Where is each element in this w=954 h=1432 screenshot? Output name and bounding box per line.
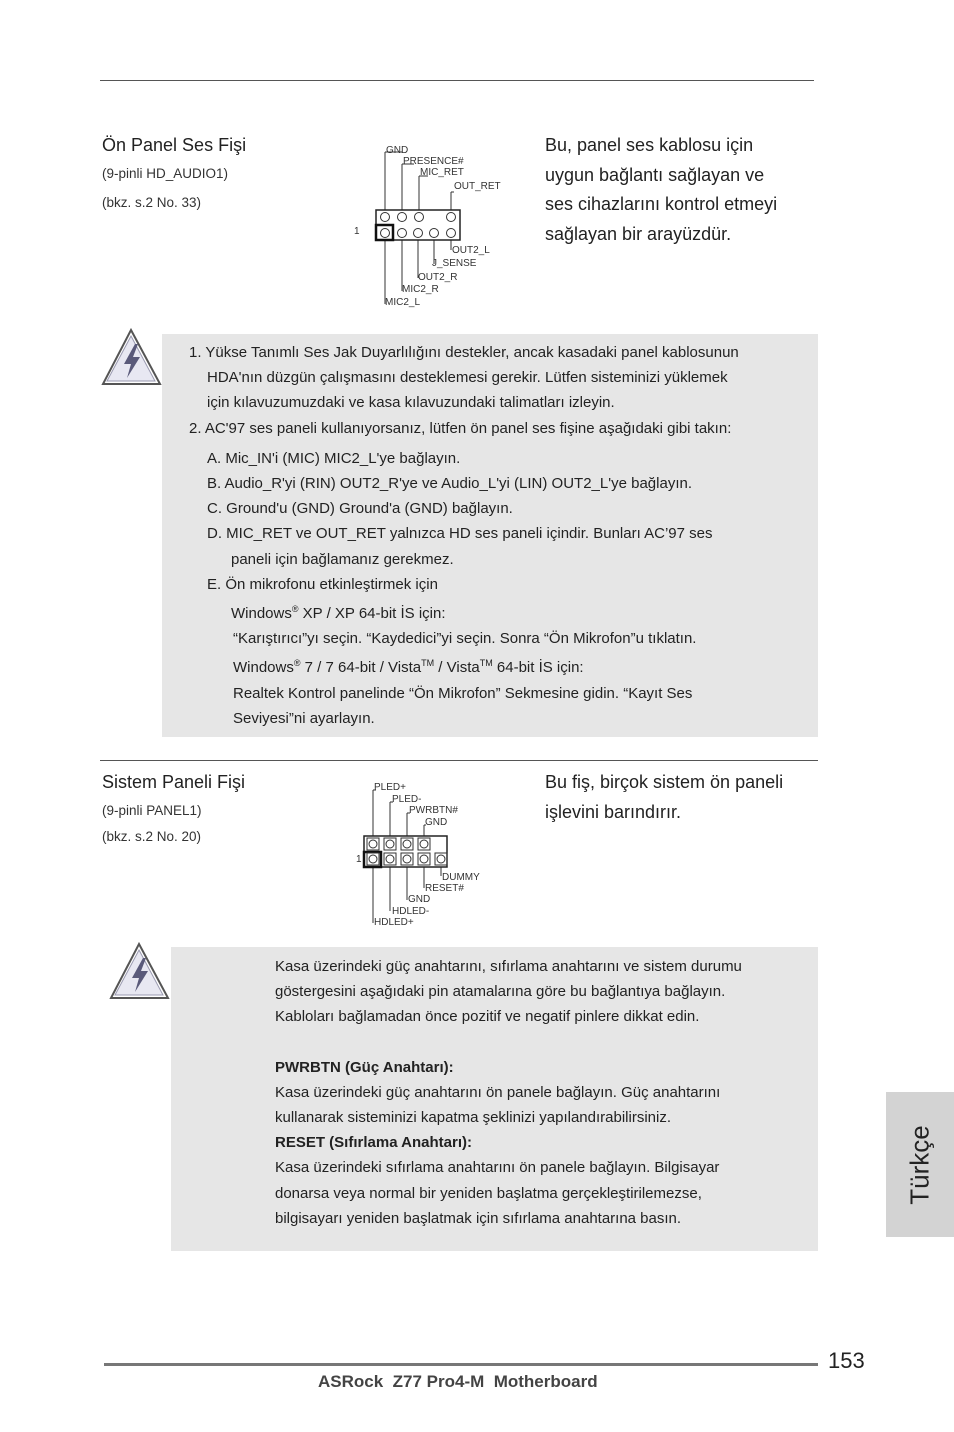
pin-label-dummy: DUMMY xyxy=(442,872,480,883)
note-panel-content xyxy=(275,954,742,1231)
pin-label-hdled-minus: HDLED- xyxy=(392,906,430,917)
pin-label-out-ret: OUT_RET xyxy=(454,181,501,192)
note-line: bilgisayarı yeniden başlatmak için sıfırlama anahtarına basın. xyxy=(275,1209,682,1227)
description-line: Bu, panel ses kablosu için xyxy=(545,135,754,155)
warning-icon xyxy=(100,326,164,390)
pin-label-reset: RESET# xyxy=(425,883,464,894)
footer-bar xyxy=(104,1363,818,1366)
note-line: HDA'nın düzgün çalışmasını desteklemesi gerekir. Lütfen sisteminizi yüklemek xyxy=(207,369,728,387)
pin-label-mic2-l: MIC2_L xyxy=(385,297,421,308)
pin-label-j-sense: J_SENSE xyxy=(432,258,477,269)
pin-label-gnd: GND xyxy=(386,145,409,156)
pin-label-mic2-r: MIC2_R xyxy=(402,284,439,295)
section-divider xyxy=(100,760,818,761)
description-line: ses cihazlarını kontrol etmeyi xyxy=(545,194,778,214)
note-line-windows-vista: Windows® 7 / 7 64-bit / Vista™ / Vista™ 64-bit İS için: xyxy=(233,658,584,677)
note-line: donarsa veya normal bir yeniden başlatma gerçekleştirilemezse, xyxy=(275,1184,702,1202)
language-tab xyxy=(886,1092,954,1237)
description-line: işlevini barındırır. xyxy=(545,801,682,822)
pwrbtn-heading: PWRBTN (Güç Anahtarı): xyxy=(275,1058,454,1076)
note-line: A. Mic_IN'i (MIC) MIC2_L'ye bağlayın. xyxy=(207,449,461,467)
note-line: “Karıştırıcı”yı seçin. “Kaydedici”yi seçin. Sonra “Ön Mikrofon”u tıklatın. xyxy=(233,630,697,648)
pin-label-out2-r: OUT2_R xyxy=(418,272,458,283)
pin-label-gnd-bottom: GND xyxy=(408,894,431,905)
note-line: kullanarak sisteminizi kapatma şeklinizi yapılandırabilirsiniz. xyxy=(275,1109,671,1127)
note-line: E. Ön mikrofonu etkinleştirmek için xyxy=(207,575,438,593)
footer-product-name: ASRock Z77 Pro4-M Motherboard xyxy=(318,1372,598,1391)
description-line: uygun bağlantı sağlayan ve xyxy=(545,164,765,185)
section-description-panel xyxy=(545,768,783,827)
connector-ref-panel: (bkz. s.2 No. 20) xyxy=(102,829,202,844)
note-line: D. MIC_RET ve OUT_RET yalnızca HD ses paneli içindir. Bunları AC’97 ses xyxy=(207,525,713,543)
note-line: Kasa üzerindeki güç anahtarını ön panele bağlayın. Güç anahtarını xyxy=(275,1083,721,1101)
note-line: Kasa üzerindeki güç anahtarını, sıfırlama anahtarını ve sistem durumu xyxy=(275,958,742,975)
pin-one-label: 1 xyxy=(356,854,362,865)
note-line: Kabloları bağlamadan önce pozitif ve negatif pinlere dikkat edin. xyxy=(275,1008,700,1026)
connector-ref-audio: (bkz. s.2 No. 33) xyxy=(102,195,202,210)
connector-name-panel: (9-pinli PANEL1) xyxy=(102,803,202,818)
pin-label-pled-plus: PLED+ xyxy=(374,782,406,793)
section-description-audio xyxy=(545,131,777,249)
note-line: 2. AC'97 ses paneli kullanıyorsanız, lütfen ön panel ses fişine aşağıdaki gibi takın: xyxy=(189,419,732,437)
connector-name-audio: (9-pinli HD_AUDIO1) xyxy=(102,166,229,181)
note-line: göstergesini aşağıdaki pin atamalarına göre bu bağlantıya bağlayın. xyxy=(275,983,726,1001)
note-line: C. Ground'u (GND) Ground'a (GND) bağlayın. xyxy=(207,500,513,518)
pin-label-pwrbtn: PWRBTN# xyxy=(409,805,458,816)
description-line: sağlayan bir arayüzdür. xyxy=(545,223,732,244)
language-tab-label: Türkçe xyxy=(904,1124,935,1205)
audio-header-diagram xyxy=(354,140,532,315)
description-line: Bu fiş, birçok sistem ön paneli xyxy=(545,772,784,792)
page-number: 153 xyxy=(828,1348,865,1373)
top-divider xyxy=(100,80,814,81)
note-line: Seviyesi”ni ayarlayın. xyxy=(233,709,375,727)
note-line: paneli için bağlamanız gerekmez. xyxy=(231,550,454,568)
reset-heading: RESET (Sıfırlama Anahtarı): xyxy=(275,1134,472,1152)
pin-label-pled-minus: PLED- xyxy=(392,794,422,805)
pin-label-gnd-top: GND xyxy=(425,817,448,828)
pin-label-presence: PRESENCE# xyxy=(403,156,464,167)
pin-one-label: 1 xyxy=(354,226,360,237)
note-line: Kasa üzerindeki sıfırlama anahtarını ön panele bağlayın. Bilgisayar xyxy=(275,1159,720,1177)
note-line: için kılavuzumuzdaki ve kasa kılavuzundaki talimatları izleyin. xyxy=(207,394,615,412)
note-line: B. Audio_R'yi (RIN) OUT2_R'ye ve Audio_L'yi (LIN) OUT2_L'ye bağlayın. xyxy=(207,475,692,493)
note-audio-content xyxy=(189,340,739,731)
section-title-audio: Ön Panel Ses Fişi xyxy=(102,135,247,155)
section-title-panel: Sistem Paneli Fişi xyxy=(102,772,246,792)
pin-label-out2-l: OUT2_L xyxy=(452,245,490,256)
note-line-windows-xp: Windows® XP / XP 64-bit İS için: xyxy=(231,604,446,623)
warning-icon xyxy=(108,940,172,1004)
note-line: 1. Yükse Tanımlı Ses Jak Duyarlılığını destekler, ancak kasadaki panel kablosunun xyxy=(189,344,739,361)
pin-label-mic-ret: MIC_RET xyxy=(420,167,464,178)
panel-header-diagram xyxy=(352,778,502,933)
note-line: Realtek Kontrol panelinde “Ön Mikrofon” Sekmesine gidin. “Kayıt Ses xyxy=(233,684,693,702)
pin-label-hdled-plus: HDLED+ xyxy=(374,917,414,928)
